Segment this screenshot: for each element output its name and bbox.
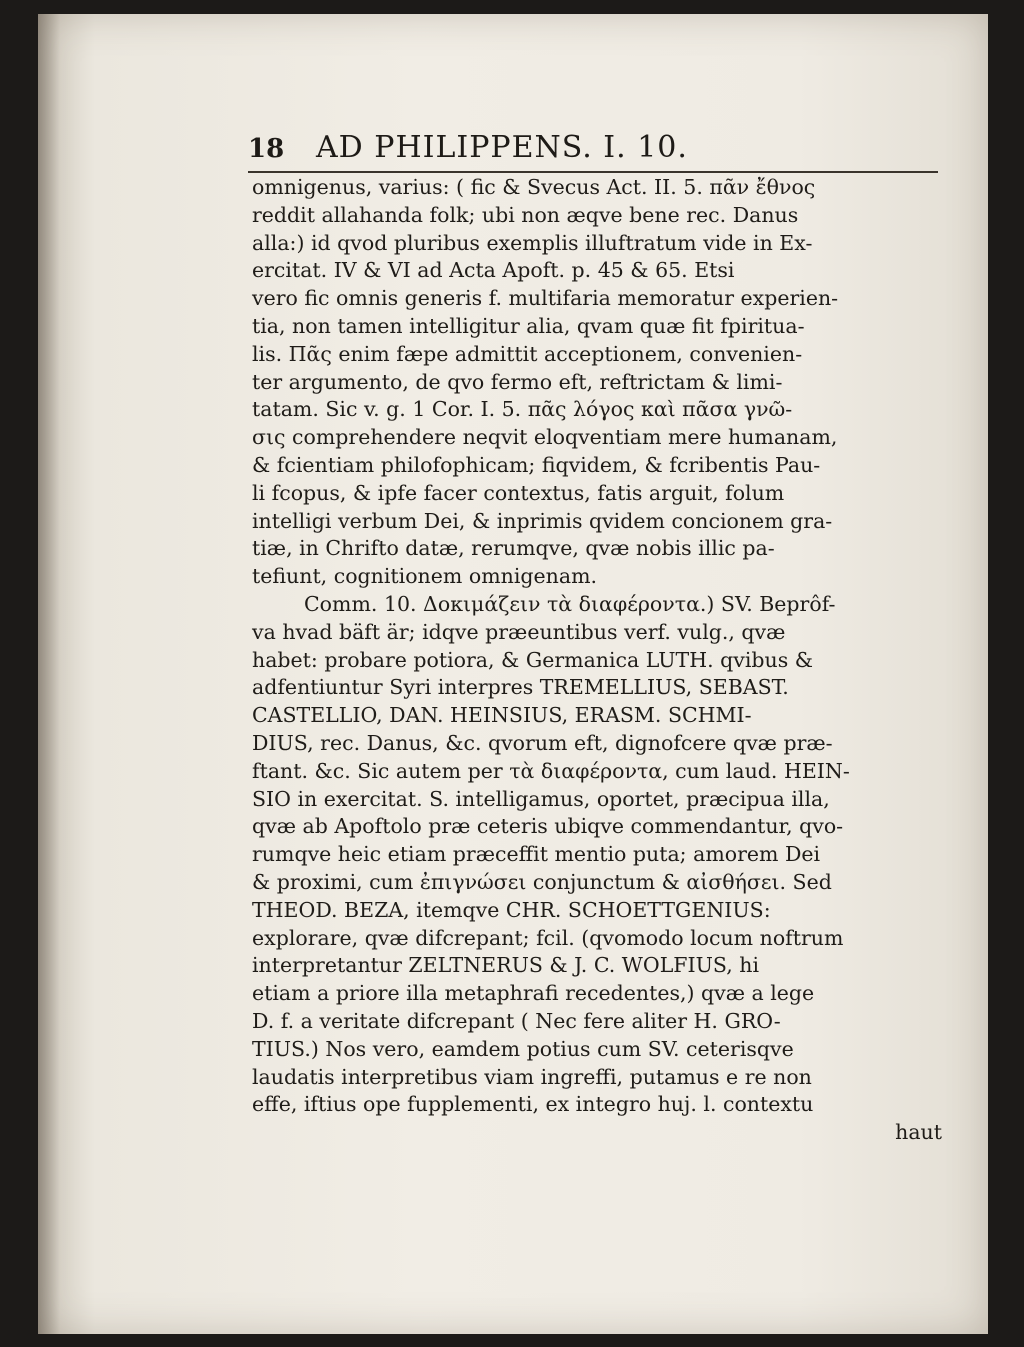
header-rule xyxy=(248,171,938,173)
text-line: interpretantur ZELTNERUS & J. C. WOLFIUS, hi xyxy=(252,953,760,978)
text-line: etiam a priore illa metaphrafi recedentes,) qvæ a lege xyxy=(252,981,815,1006)
text-line: & proximi, cum ἐπιγνώσει conjunctum & αἰσθήσει. Sed xyxy=(252,869,832,894)
text-line: habet: probare potiora, & Germanica LUTH. qvibus & xyxy=(252,647,813,672)
text-line: DIUS, rec. Danus, &c. qvorum eft, dignofcere qvæ præ- xyxy=(252,730,833,755)
body-text xyxy=(252,174,942,1147)
text-line: tia, non tamen intelligitur alia, qvam quæ fit fpiritua- xyxy=(252,313,805,338)
text-line: tefiunt, cognitionem omnigenam. xyxy=(252,564,598,589)
text-line: effe, iftius ope fupplementi, ex integro huj. l. contextu xyxy=(252,1092,814,1117)
text-line: CASTELLIO, DAN. HEINSIUS, ERASM. SCHMI- xyxy=(252,703,752,728)
text-line: tatam. Sic v. g. 1 Cor. I. 5. πᾶς λόγος καὶ πᾶσα γνῶ- xyxy=(252,397,793,422)
text-line: li fcopus, & ipfe facer contextus, fatis arguit, folum xyxy=(252,480,785,505)
text-line: rumqve heic etiam præceffit mentio puta; amorem Dei xyxy=(252,842,821,867)
text-line: ter argumento, de qvo fermo eft, reftrictam & limi- xyxy=(252,369,783,394)
catchword: haut xyxy=(895,1120,942,1145)
text-line: THEOD. BEZA, itemqve CHR. SCHOETTGENIUS: xyxy=(252,897,771,922)
page-number: 18 xyxy=(248,134,285,164)
text-line: qvæ ab Apoftolo præ ceteris ubiqve commendantur, qvo- xyxy=(252,814,844,839)
text-line: omnigenus, varius: ( fic & Svecus Act. II. 5. πᾶν ἔθνος xyxy=(252,175,816,199)
text-line: D. f. a veritate difcrepant ( Nec fere aliter H. GRO- xyxy=(252,1008,781,1033)
text-line: vero fic omnis generis f. multifaria memoratur experien- xyxy=(252,286,839,311)
text-line: & fcientiam philofophicam; fiqvidem, & fcribentis Pau- xyxy=(252,452,821,477)
text-line: va hvad bäft är; idqve præeuntibus verf. vulg., qvæ xyxy=(252,619,786,644)
text-line: TIUS.) Nos vero, eamdem potius cum SV. ceterisqve xyxy=(252,1036,794,1061)
text-line: alla:) id qvod pluribus exemplis illuftratum vide in Ex- xyxy=(252,230,813,255)
text-line: ftant. &c. Sic autem per τὰ διαφέροντα, cum laud. HEIN- xyxy=(252,758,850,783)
text-line: explorare, qvæ difcrepant; fcil. (qvomodo locum noftrum xyxy=(252,925,844,950)
text-line: tiæ, in Chrifto datæ, rerumqve, qvæ nobis illic pa- xyxy=(252,536,775,561)
text-line: reddit allahanda folk; ubi non æqve bene rec. Danus xyxy=(252,202,799,227)
text-line: intelligi verbum Dei, & inprimis qvidem concionem gra- xyxy=(252,508,833,533)
text-line: σις comprehendere neqvit eloqventiam mere humanam, xyxy=(252,425,838,450)
text-line: adfentiuntur Syri interpres TREMELLIUS, SEBAST. xyxy=(252,675,789,700)
paragraph-start-line: Comm. 10. Δοκιμάζειν τὰ διαφέροντα.) SV. Beprôf- xyxy=(304,591,836,616)
page-gutter-shadow xyxy=(38,14,60,1334)
running-head: AD PHILIPPENS. I. 10. xyxy=(316,130,688,165)
text-line: laudatis interpretibus viam ingreffi, putamus e re non xyxy=(252,1064,812,1089)
text-line: SIO in exercitat. S. intelligamus, oportet, præcipua illa, xyxy=(252,786,830,811)
page-header xyxy=(248,130,968,170)
text-line: ercitat. IV & VI ad Acta Apoft. p. 45 & 65. Etsi xyxy=(252,258,735,283)
text-line: lis. Πᾶς enim fæpe admittit acceptionem, convenien- xyxy=(252,341,803,366)
